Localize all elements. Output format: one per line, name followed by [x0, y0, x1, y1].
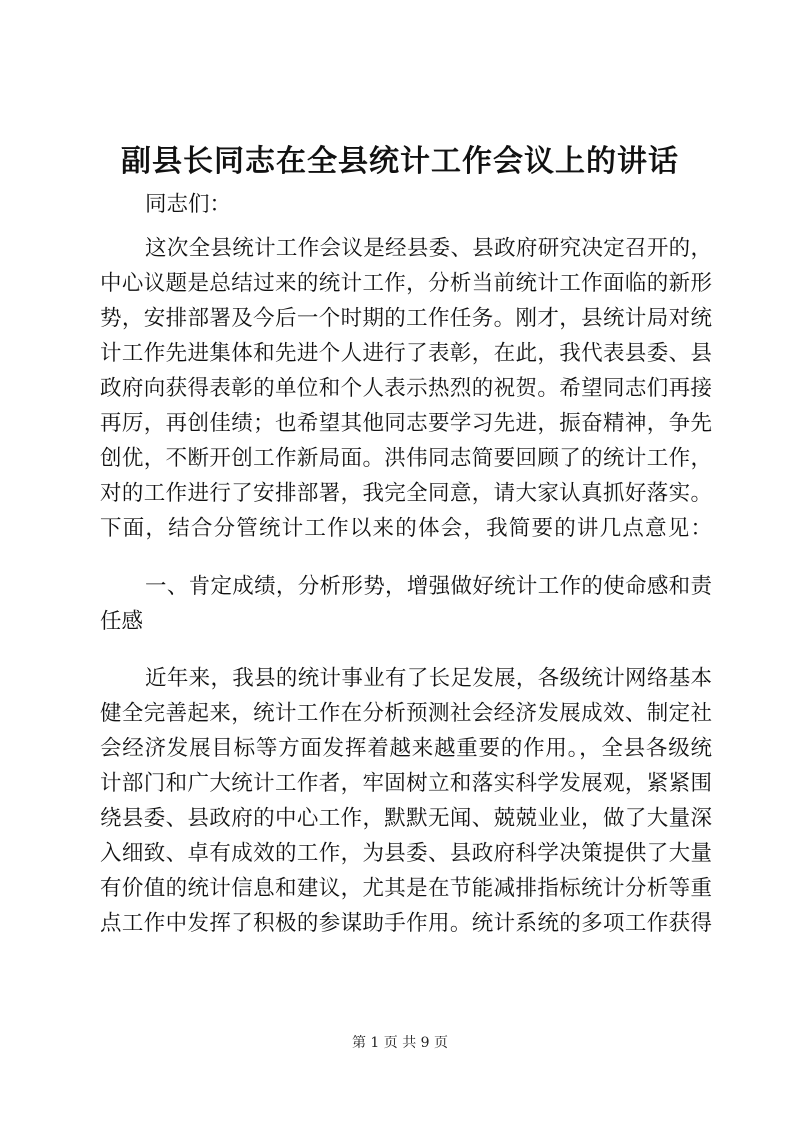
body-line: 计工作先进集体和先进个人进行了表彰，在此，我代表县委、县 [100, 341, 712, 366]
document-title: 副县长同志在全县统计工作会议上的讲话 [121, 144, 679, 179]
body-line: 势，安排部署及今后一个时期的工作任务。刚才，县统计局对统 [100, 306, 712, 331]
body-line: 有价值的统计信息和建议，尤其是在节能减排指标统计分析等重 [100, 876, 712, 901]
section-heading-line: 一、肯定成绩，分析形势，增强做好统计工作的使命感和责 [145, 574, 712, 599]
body-line: 入细致、卓有成效的工作，为县委、县政府科学决策提供了大量 [100, 841, 712, 866]
body-line: 绕县委、县政府的中心工作，默默无闻、兢兢业业，做了大量深 [100, 806, 712, 831]
body-line: 点工作中发挥了积极的参谋助手作用。统计系统的多项工作获得 [100, 911, 712, 936]
page-footer: 第 1 页 共 9 页 [351, 1035, 449, 1051]
salutation-line: 同志们： [145, 192, 232, 217]
body-line: 这次全县统计工作会议是经县委、县政府研究决定召开的， [145, 236, 712, 261]
body-line: 对的工作进行了安排部署，我完全同意，请大家认真抓好落实。 [100, 481, 712, 506]
body-line: 创优，不断开创工作新局面。洪伟同志简要回顾了的统计工作， [100, 446, 712, 471]
body-line: 近年来，我县的统计事业有了长足发展，各级统计网络基本 [145, 666, 712, 691]
section-heading-line: 任感 [100, 609, 144, 634]
body-line: 健全完善起来，统计工作在分析预测社会经济发展成效、制定社 [100, 701, 712, 726]
body-line: 计部门和广大统计工作者，牢固树立和落实科学发展观，紧紧围 [100, 771, 712, 796]
body-line: 再厉，再创佳绩；也希望其他同志要学习先进，振奋精神，争先 [100, 411, 712, 436]
body-line: 政府向获得表彰的单位和个人表示热烈的祝贺。希望同志们再接 [100, 376, 712, 401]
body-line: 会经济发展目标等方面发挥着越来越重要的作用。，全县各级统 [100, 736, 712, 761]
body-line: 中心议题是总结过来的统计工作，分析当前统计工作面临的新形 [100, 271, 712, 296]
body-line: 下面，结合分管统计工作以来的体会，我简要的讲几点意见： [100, 516, 712, 541]
